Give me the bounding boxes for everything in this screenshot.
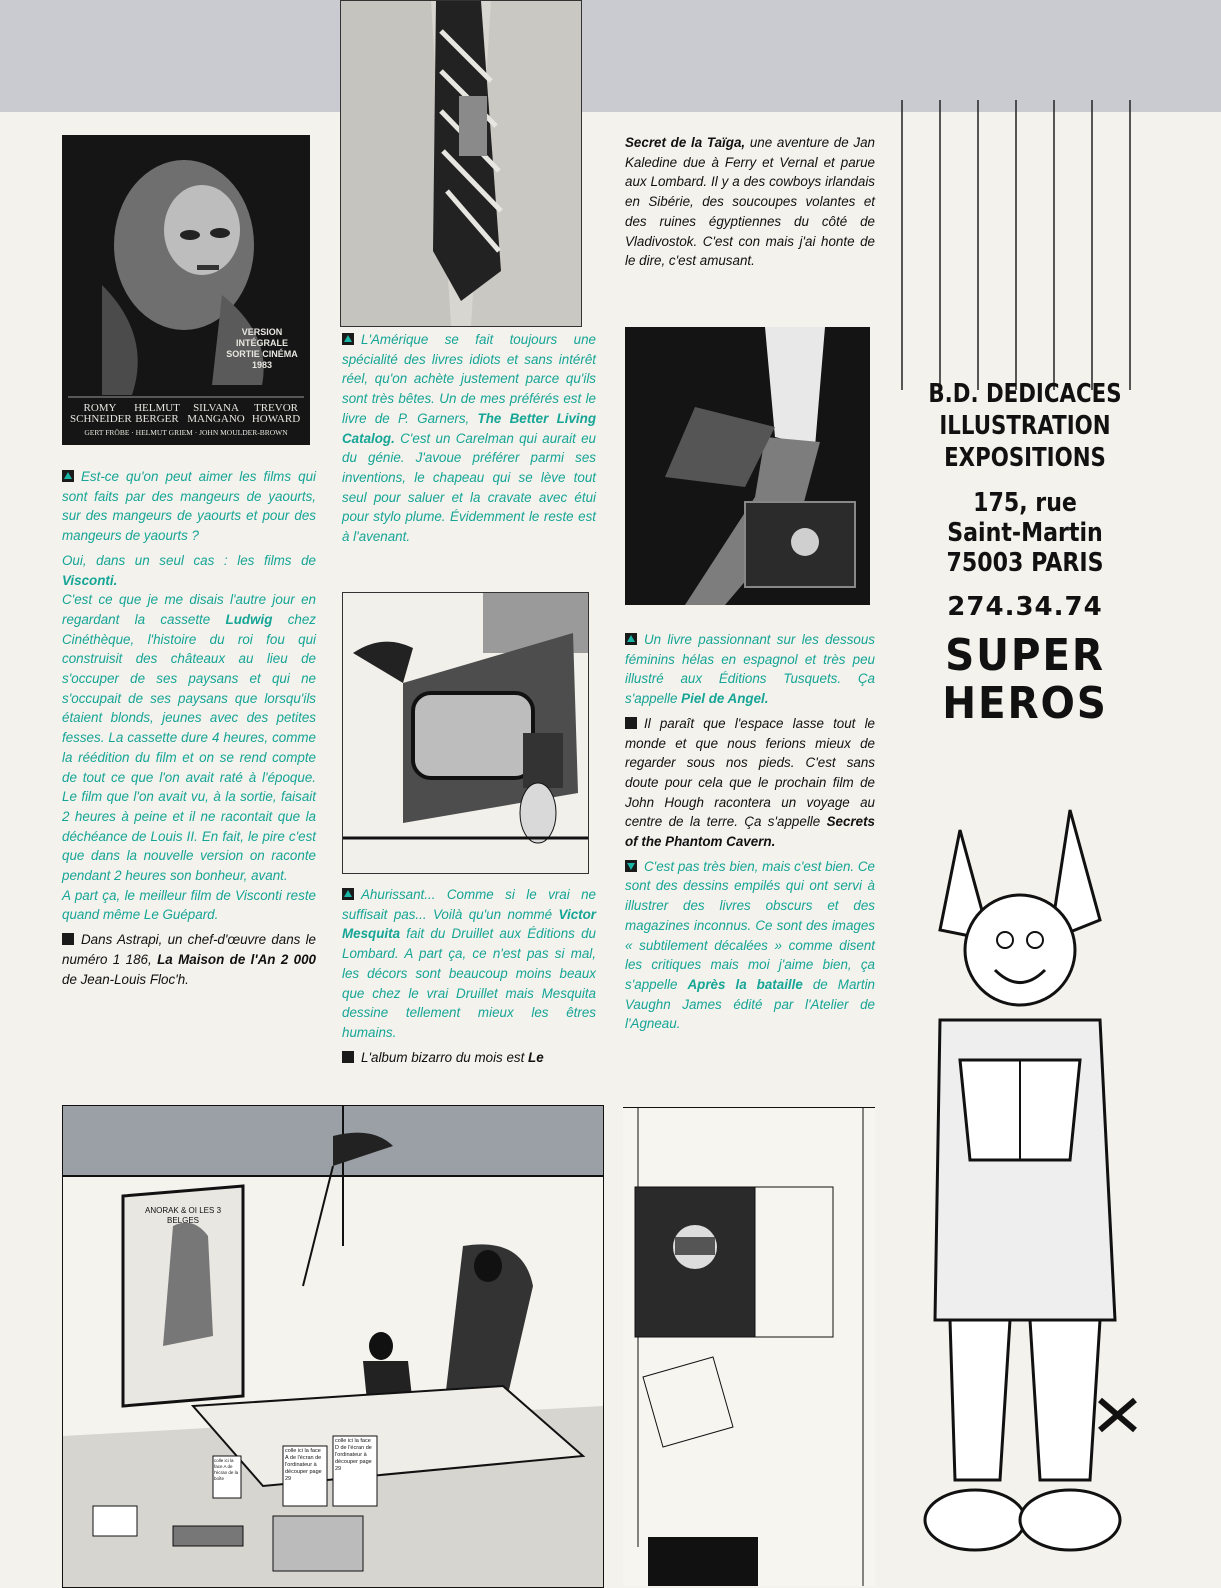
poster-face-illustration xyxy=(62,135,310,445)
comic-card-3: colle ici la face D de l'écran de l'ordinateur à découper page 29 xyxy=(335,1438,372,1472)
col1-para-1 xyxy=(62,467,316,546)
photographer-drawing xyxy=(623,1107,875,1586)
col3-p3-text-c: de Martin Vaughn James édité par l'Atelier de l'Agneau. xyxy=(625,976,875,1032)
poster-cast-bottom: GERT FRÖBE · HELMUT GRIEM · JOHN MOULDER-BROWN xyxy=(84,428,288,437)
column-3-text-top xyxy=(625,133,875,276)
ad-address-street: Saint-Martin xyxy=(947,518,1103,548)
poster-version: VERSION xyxy=(241,327,283,337)
poster-year: 1983 xyxy=(251,360,273,370)
col1-p3-text-a: C'est ce que je me disais l'autre jour en regardant la cassette xyxy=(62,592,316,627)
piel-de-angel-bold: Piel de Angel. xyxy=(681,691,769,707)
secret-taiga-bold: Secret de la Taïga, xyxy=(625,135,746,150)
column-2-text-bottom xyxy=(342,885,596,1072)
mesquita-comic-panel xyxy=(342,592,589,874)
futuristic-console-drawing xyxy=(343,593,588,873)
col2-p1-text-c: C'est un Carelman qui aurait eu du génie. J'avoue préférer parmi ses inventions, le chapeau qui se lève tout seul pour saluer et la cravate avec étui pour stylo plume. Évidemment le reste est à l'avenant. xyxy=(342,430,596,545)
col2-para-3 xyxy=(342,1048,596,1068)
col1-p1-text: Est-ce qu'on peut aimer les films qui sont faits par des mangeurs de yaourts, sur des mangeurs de yaourts et pour des mangeurs de yaourts ? xyxy=(62,469,316,544)
teal-triangle-icon xyxy=(62,470,74,482)
col3-para-0 xyxy=(625,133,875,271)
col2-p3-text-a: L'album bizarro du mois est xyxy=(361,1049,529,1065)
poster-cast-2b: BERGER xyxy=(135,413,179,425)
col1-para-5 xyxy=(62,930,316,989)
poster-cast-3a: SILVANA xyxy=(193,402,239,414)
col2-p2-text-c: fait du Druillet aux Éditions du Lombard. A part ça, ce n'est pas si mal, les décors sont beaucoup moins beaux que chez le vrai Druillet mais Mesquita dessine tellement mieux les êtres humains. xyxy=(342,926,596,1040)
ad-super: SUPER xyxy=(945,630,1105,681)
poster-integrale: INTÉGRALE xyxy=(235,338,288,348)
col1-p2-text: Oui, dans un seul cas : les films de xyxy=(62,552,316,568)
comic-card-1: colle ici la face A de l'écran de la boîte xyxy=(214,1458,239,1481)
col3-para-3 xyxy=(625,857,875,1034)
col2-p2-text-a: Ahurissant... Comme si le vrai ne suffisait pas... Voilà qu'un nommé xyxy=(342,887,596,922)
ad-address-street-no: 175, rue xyxy=(973,488,1077,518)
column-1-text xyxy=(62,467,316,994)
black-square-icon xyxy=(62,933,74,945)
teal-triangle-icon xyxy=(342,888,354,900)
ad-line-expositions: EXPOSITIONS xyxy=(944,443,1106,473)
poster-sortie: SORTIE CINÉMA xyxy=(226,349,298,359)
poster-cast-4a: TREVOR xyxy=(254,402,298,414)
ad-background-stripes xyxy=(880,100,1180,390)
black-square-icon xyxy=(342,1051,354,1063)
ad-phone: 274.34.74 xyxy=(947,592,1103,622)
tie-photo xyxy=(340,0,582,327)
le-bold: Le xyxy=(528,1049,544,1065)
ludwig-bold: Ludwig xyxy=(225,611,273,627)
superhero-kid-illustration xyxy=(900,800,1160,1586)
col1-p3-text-c: chez Cinéthèque, l'histoire du roi fou qui construisit des châteaux au lieu de s'occuper de ses paysans et qui ne s'occupait de ses paysans que lorsqu'ils étaient blonds, jeunes avec des petites fesses. La cassette dure 4 heures, comme la réédition du film et on se rend compte de tout ce que l'on avait raté à l'époque. Le film que l'on avait vu, à la sortie, faisait 2 heures à peine et il ne racontait que la déchéance de Louis II. En fait, le pire c'est que dans la nouvelle version on raconte pendant 2 heures son bonheur, avant. xyxy=(62,611,316,884)
apres-la-bataille-drawing xyxy=(623,1107,875,1586)
comic-card-2: colle ici la face A de l'écran de l'ordinateur à découper page 29 xyxy=(285,1448,322,1482)
col2-p1-text-a: L'Amérique se fait toujours une spécialité des livres idiots et sans intérêt réel, qu'on achète justement parce qu'ils sont très bêtes. Un de mes préférés est le livre de P. Garners, xyxy=(342,332,596,426)
black-square-icon xyxy=(625,717,637,729)
victor-mesquita-bold: Victor Mesquita xyxy=(342,906,596,942)
stockings-image xyxy=(625,327,870,605)
column-3-text-middle xyxy=(625,630,875,1039)
ad-address-city: 75003 PARIS xyxy=(946,548,1104,578)
col3-para-2 xyxy=(625,714,875,852)
teal-triangle-icon xyxy=(342,333,354,345)
ad-line-illustration: ILLUSTRATION xyxy=(939,411,1111,441)
phantom-cavern-bold: Secrets of the Phantom Cavern. xyxy=(625,814,875,850)
col1-p4-text: A part ça, le meilleur film de Visconti reste quand même Le Guépard. xyxy=(62,887,316,923)
maison-an-2000-bold: La Maison de l'An 2 000 xyxy=(157,951,317,967)
ludwig-poster-image xyxy=(62,135,310,445)
comic-poster-text: ANORAK & OI LES 3 BELGES xyxy=(144,1206,222,1225)
col3-p1-text-a: Un livre passionnant sur les dessous féminins hélas en espagnol et très peu illustré aux Éditions Tusquets. Ça s'appelle xyxy=(625,632,875,707)
col3-para-1 xyxy=(625,630,875,709)
col2-para-1 xyxy=(342,330,596,547)
poster-cast-2a: HELMUT xyxy=(134,402,180,414)
visconti-bold: Visconti. xyxy=(62,572,118,588)
col3-p0-text: une aventure de Jan Kaledine due à Ferry et Vernal et parue aux Lombard. Il y a des cowboys irlandais en Sibérie, des soucoupes volantes et des ruines égyptiennes du côté de Vladivostok. C'est con mais j'ai honte de le dire, c'est amusant. xyxy=(625,135,875,269)
better-living-catalog-bold: The Better Living Catalog. xyxy=(342,410,596,446)
poster-cast-4b: HOWARD xyxy=(251,413,301,425)
maison-an-2000-comic xyxy=(62,1105,604,1588)
poster-cast-1a: ROMY xyxy=(83,402,117,414)
bd-dedicaces-ad xyxy=(900,378,1150,728)
col2-para-2 xyxy=(342,885,596,1043)
futuristic-room-drawing xyxy=(63,1106,603,1587)
ad-heros: HEROS xyxy=(942,678,1108,729)
col1-para-4 xyxy=(62,886,316,925)
apres-la-bataille-bold: Après la bataille xyxy=(687,976,803,992)
col3-p3-text-a: C'est pas très bien, mais c'est bien. Ce sont des dessins empilés qui ont servi à illustrer des livres obscurs et des magazines inconnus. Ce sont des images « subtilement décalées » comme disent les critiques mais moi j'aime bien, ça s'appelle xyxy=(625,858,875,992)
suit-and-tie-image xyxy=(341,1,581,326)
col1-p5-text-a: Dans Astrapi, un chef-d'œuvre dans le numéro 1 186, xyxy=(62,932,316,967)
ad-line-dedicaces: B.D. DEDICACES xyxy=(928,379,1122,409)
col3-p2-text-a: Il paraît que l'espace lasse tout le monde et que nous ferions mieux de regarder sous nos pieds. C'est sans doute pour cela que le prochain film de John Hough racontera un voyage au centre de la terre. Ça s'appelle xyxy=(625,715,875,830)
col1-para-2 xyxy=(62,551,316,590)
lingerie-photo xyxy=(625,327,870,605)
teal-triangle-icon xyxy=(625,633,637,645)
col1-p5-text-c: de Jean-Louis Floc'h. xyxy=(62,971,189,987)
poster-cast-3b: MANGANO xyxy=(187,413,245,425)
top-gray-band xyxy=(0,0,1221,112)
column-2-text-top xyxy=(342,330,596,552)
col1-para-3 xyxy=(62,590,316,886)
teal-down-triangle-icon xyxy=(625,860,637,872)
poster-cast-1b: SCHNEIDER xyxy=(70,413,132,425)
